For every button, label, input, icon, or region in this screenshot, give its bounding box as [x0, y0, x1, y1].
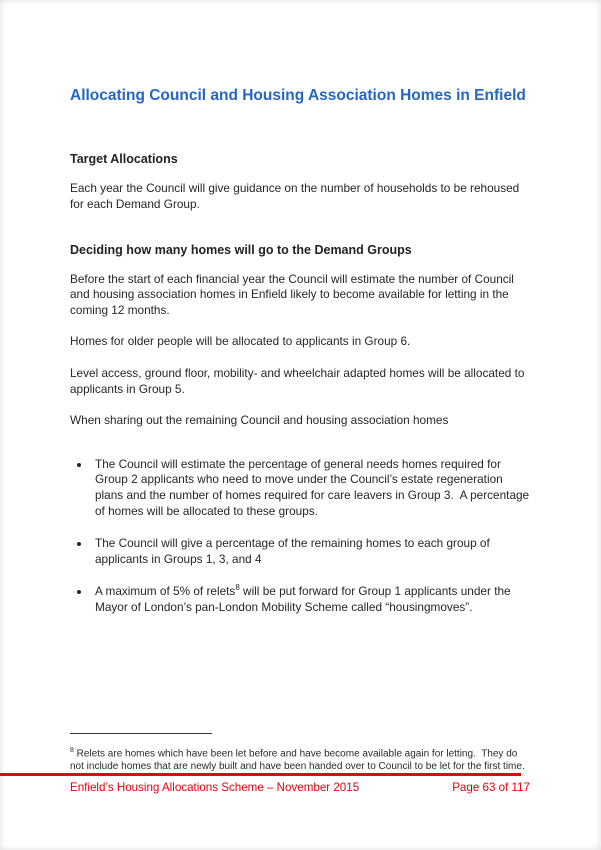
paragraph: Level access, ground floor, mobility- and wheelchair adapted homes will be allocated to applicants in Group 5. — [70, 366, 528, 396]
paragraph: Homes for older people will be allocated to applicants in Group 6. — [70, 334, 411, 349]
page-footer — [70, 781, 530, 794]
heading-demand-groups: Deciding how many homes will go to the Demand Groups — [70, 242, 412, 257]
footnote-block — [70, 733, 530, 783]
bullet-text: The Council will give a percentage of the remaining homes to each group of applicants in Groups 1, 3, and 4 — [95, 536, 494, 566]
bullet-item — [91, 584, 530, 615]
footer-page-number: Page 63 of 117 — [452, 781, 530, 794]
footnote-separator-rule — [70, 733, 212, 734]
footnote-text: Relets are homes which have been let before and have become available again for letting. They do not include homes that are newly built and have been handed over to Council to be let for the first time. — [70, 748, 525, 773]
paragraph: Before the start of each financial year the Council will estimate the number of Council and housing association homes in Enfield likely to become available for letting in the coming 12 months. — [70, 271, 518, 317]
bullet-text: A maximum of 5% of relets — [95, 584, 236, 599]
footer-document-title: Enfield’s Housing Allocations Scheme – November 2015 — [70, 781, 360, 794]
bullet-text: The Council will estimate the percentage of general needs homes required for Group 2 applicants who need to move under the Council’s estate regeneration plans and the number of homes required for care leavers in Group 3. A percentage of homes will be allocated to these groups. — [95, 456, 533, 518]
bullet-item — [91, 536, 530, 567]
footnote — [70, 744, 530, 773]
annotation-red-line — [0, 773, 521, 776]
heading-target-allocations: Target Allocations — [70, 152, 178, 167]
paragraph: When sharing out the remaining Council and housing association homes — [70, 413, 449, 428]
paragraph: Each year the Council will give guidance on the number of households to be rehoused for each Demand Group. — [70, 181, 523, 212]
document-title: Allocating Council and Housing Association Homes in Enfield — [70, 87, 526, 104]
footnote-reference: 8 — [235, 583, 240, 593]
footnote-marker: 8 — [70, 747, 74, 754]
bullet-item — [91, 456, 533, 519]
bullet-text: will be put forward for Group 1 applicants under the Mayor of London’s pan-London Mobility Scheme called “housingmoves”. — [95, 584, 514, 614]
bullet-list — [70, 456, 533, 616]
